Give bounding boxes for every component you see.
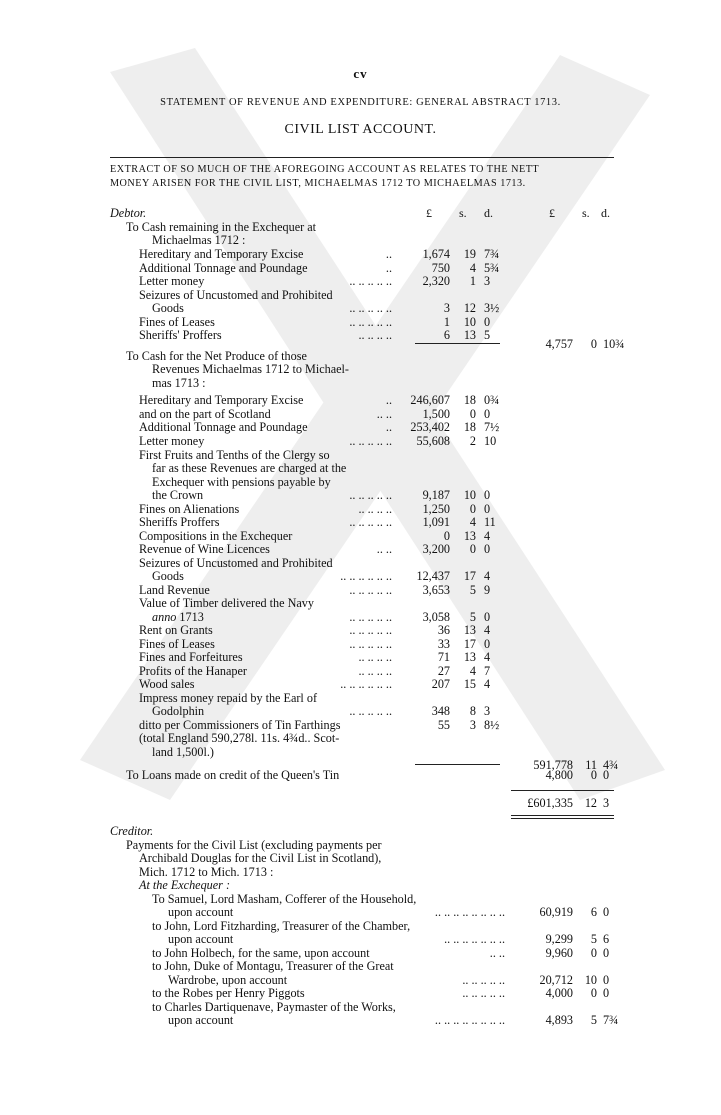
leader-dots: .. .. .. .. .. bbox=[349, 301, 392, 315]
amount-pounds: 207 bbox=[431, 677, 450, 691]
table-row bbox=[0, 376, 721, 390]
amount-pounds: 20,712 bbox=[539, 973, 573, 987]
row-label: to John Holbech, for the same, upon account bbox=[152, 946, 370, 960]
amount-pence: 0 bbox=[484, 502, 491, 516]
amount-shillings: 10 bbox=[584, 973, 597, 987]
table-row bbox=[0, 838, 721, 852]
total-rule-top bbox=[511, 790, 614, 791]
leader-dots: .. .. .. .. bbox=[358, 664, 392, 678]
row-label: Additional Tonnage and Poundage bbox=[139, 261, 308, 275]
row-label: Michaelmas 1712 : bbox=[152, 233, 246, 247]
leader-dots: .. .. .. .. bbox=[358, 328, 392, 342]
amount-pence: 0 bbox=[603, 973, 610, 987]
amount-pounds: 2,320 bbox=[422, 274, 450, 288]
row-label: Payments for the Civil List (excluding payments per bbox=[126, 838, 382, 852]
amount-shillings: 0 bbox=[469, 502, 476, 516]
table-row bbox=[0, 529, 721, 543]
table-row bbox=[0, 206, 721, 220]
amount-pence: 0 bbox=[484, 637, 491, 651]
leader-dots: .. .. .. .. .. bbox=[349, 583, 392, 597]
amount-shillings: 5 bbox=[590, 1013, 597, 1027]
table-row bbox=[0, 288, 721, 302]
row-label: Sheriffs' Proffers bbox=[139, 328, 222, 342]
amount-pence: 0 bbox=[484, 542, 491, 556]
leader-dots: .. .. .. .. .. bbox=[349, 704, 392, 718]
amount-pence: 10 bbox=[484, 434, 497, 448]
amount-pence: 4¾ bbox=[603, 758, 619, 772]
leader-dots: .. .. bbox=[376, 542, 392, 556]
row-label: upon account bbox=[168, 1013, 234, 1027]
amount-pence: 10¾ bbox=[603, 337, 625, 351]
table-row bbox=[0, 932, 721, 946]
amount-pounds: 6 bbox=[443, 328, 450, 342]
amount-pounds: 1,500 bbox=[422, 407, 450, 421]
page-header: STATEMENT OF REVENUE AND EXPENDITURE: GENERAL ABSTRACT 1713. bbox=[160, 97, 561, 108]
table-row bbox=[0, 623, 721, 637]
amount-pounds: 60,919 bbox=[539, 905, 573, 919]
table-row bbox=[0, 569, 721, 583]
amount-pence: 0¾ bbox=[484, 393, 500, 407]
table-row bbox=[0, 796, 721, 810]
table-row bbox=[0, 220, 721, 234]
table-row bbox=[0, 349, 721, 363]
row-label: At the Exchequer : bbox=[139, 878, 231, 892]
col-a-shilling: s. bbox=[459, 206, 467, 220]
row-label: Godolphin bbox=[152, 704, 205, 718]
amount-pence: 9 bbox=[484, 583, 491, 597]
row-label: Goods bbox=[152, 301, 184, 315]
row-label: Letter money bbox=[139, 274, 205, 288]
row-label: Fines of Leases bbox=[139, 315, 215, 329]
table-row bbox=[0, 610, 721, 624]
table-row bbox=[0, 233, 721, 247]
row-label: To Samuel, Lord Masham, Cofferer of the Household, bbox=[152, 892, 417, 906]
row-label: ditto per Commissioners of Tin Farthings bbox=[139, 718, 341, 732]
table-row bbox=[0, 261, 721, 275]
amount-shillings: 18 bbox=[463, 420, 476, 434]
table-row bbox=[0, 393, 721, 407]
amount-pence: 0 bbox=[484, 610, 491, 624]
row-label: Wardrobe, upon account bbox=[168, 973, 288, 987]
amount-pounds: 348 bbox=[431, 704, 450, 718]
amount-pounds: 12,437 bbox=[416, 569, 450, 583]
row-label: Hereditary and Temporary Excise bbox=[139, 247, 304, 261]
row-label: Fines on Alienations bbox=[139, 502, 240, 516]
leader-dots: .. bbox=[385, 393, 392, 407]
col-b-shilling: s. bbox=[582, 206, 590, 220]
row-label: the Crown bbox=[152, 488, 204, 502]
amount-shillings: 0 bbox=[590, 986, 597, 1000]
row-label: Impress money repaid by the Earl of bbox=[139, 691, 318, 705]
row-label: and on the part of Scotland bbox=[139, 407, 271, 421]
amount-shillings: 2 bbox=[469, 434, 476, 448]
amount-pence: 3 bbox=[484, 704, 491, 718]
table-row bbox=[0, 488, 721, 502]
amount-pounds: 4,000 bbox=[545, 986, 573, 1000]
amount-shillings: 13 bbox=[463, 650, 476, 664]
row-label: far as these Revenues are charged at the bbox=[152, 461, 347, 475]
row-label: Fines of Leases bbox=[139, 637, 215, 651]
table-row bbox=[0, 556, 721, 570]
amount-shillings: 18 bbox=[463, 393, 476, 407]
amount-pence: 0 bbox=[484, 315, 491, 329]
amount-pence: 5¾ bbox=[484, 261, 500, 275]
table-row bbox=[0, 919, 721, 933]
amount-pence: 0 bbox=[603, 905, 610, 919]
table-row bbox=[0, 986, 721, 1000]
amount-pence: 7¾ bbox=[603, 1013, 619, 1027]
amount-pounds: 591,778 bbox=[533, 758, 573, 772]
leader-dots: .. .. .. .. .. bbox=[462, 986, 505, 1000]
amount-pounds: 71 bbox=[437, 650, 450, 664]
table-row bbox=[0, 1013, 721, 1027]
row-label: Sheriffs Proffers bbox=[139, 515, 220, 529]
table-row bbox=[0, 768, 721, 782]
amount-shillings: 0 bbox=[469, 542, 476, 556]
amount-pounds: 3,200 bbox=[422, 542, 450, 556]
leader-dots: .. .. .. .. bbox=[358, 650, 392, 664]
total-rule-bottom-2 bbox=[511, 818, 614, 819]
row-label: upon account bbox=[168, 905, 234, 919]
table-row bbox=[0, 362, 721, 376]
table-row bbox=[0, 583, 721, 597]
row-label: Wood sales bbox=[139, 677, 195, 691]
leader-dots: .. .. .. .. .. bbox=[349, 610, 392, 624]
amount-pounds: 33 bbox=[437, 637, 450, 651]
amount-shillings: 12 bbox=[463, 301, 476, 315]
leader-dots: .. .. .. .. .. bbox=[349, 515, 392, 529]
row-label: Revenue of Wine Licences bbox=[139, 542, 270, 556]
table-row bbox=[0, 691, 721, 705]
amount-shillings: 15 bbox=[463, 677, 476, 691]
table-row bbox=[0, 905, 721, 919]
row-label-italic: anno bbox=[152, 610, 177, 624]
row-label: to John, Duke of Montagu, Treasurer of the Great bbox=[152, 959, 394, 973]
amount-pence: 11 bbox=[484, 515, 496, 529]
table-row bbox=[0, 247, 721, 261]
table-row bbox=[0, 502, 721, 516]
amount-shillings: 13 bbox=[463, 529, 476, 543]
amount-pence: 0 bbox=[484, 407, 491, 421]
row-label: to Charles Dartiquenave, Paymaster of the Works, bbox=[152, 1000, 396, 1014]
row-label: Debtor. bbox=[110, 206, 147, 220]
amount-pounds: 750 bbox=[431, 261, 450, 275]
col-b-pence: d. bbox=[601, 206, 610, 220]
row-label: Additional Tonnage and Poundage bbox=[139, 420, 308, 434]
leader-dots: .. .. .. .. .. .. .. .. bbox=[434, 1013, 505, 1027]
amount-pounds: 55 bbox=[437, 718, 450, 732]
amount-pence: 0 bbox=[484, 488, 491, 502]
amount-pounds: 3,653 bbox=[422, 583, 450, 597]
amount-shillings: 6 bbox=[590, 905, 597, 919]
leader-dots: .. .. .. .. .. .. bbox=[340, 569, 392, 583]
amount-pence: 0 bbox=[603, 946, 610, 960]
row-label: Value of Timber delivered the Navy bbox=[139, 596, 314, 610]
amount-shillings: 0 bbox=[469, 407, 476, 421]
amount-pounds: 1,250 bbox=[422, 502, 450, 516]
row-label: Letter money bbox=[139, 434, 205, 448]
amount-shillings: 10 bbox=[463, 315, 476, 329]
table-row bbox=[0, 274, 721, 288]
leader-dots: .. .. bbox=[489, 946, 505, 960]
row-label: Profits of the Hanaper bbox=[139, 664, 247, 678]
row-label: Creditor. bbox=[110, 824, 154, 838]
table-row bbox=[0, 407, 721, 421]
amount-pounds: 0 bbox=[443, 529, 450, 543]
table-row bbox=[0, 745, 721, 759]
total-rule-bottom-1 bbox=[511, 815, 614, 816]
row-label: To Cash remaining in the Exchequer at bbox=[126, 220, 317, 234]
row-label: mas 1713 : bbox=[152, 376, 206, 390]
table-row bbox=[0, 1000, 721, 1014]
table-row bbox=[0, 878, 721, 892]
row-label: To Cash for the Net Produce of those bbox=[126, 349, 307, 363]
leader-dots: .. .. .. .. .. bbox=[462, 973, 505, 987]
amount-pence: 3½ bbox=[484, 301, 500, 315]
amount-shillings: 13 bbox=[463, 328, 476, 342]
amount-shillings: 5 bbox=[469, 610, 476, 624]
amount-pounds: 1 bbox=[443, 315, 450, 329]
amount-pounds: 253,402 bbox=[410, 420, 450, 434]
amount-shillings: 17 bbox=[463, 569, 476, 583]
amount-pounds: 1,091 bbox=[422, 515, 450, 529]
amount-pounds: 9,187 bbox=[422, 488, 450, 502]
row-label: First Fruits and Tenths of the Clergy so bbox=[139, 448, 330, 462]
leader-dots: .. .. .. .. .. bbox=[349, 434, 392, 448]
leader-dots: .. .. .. .. .. bbox=[349, 274, 392, 288]
leader-dots: .. bbox=[385, 261, 392, 275]
table-row bbox=[0, 704, 721, 718]
table-row bbox=[0, 515, 721, 529]
row-label: (total England 590,278l. 11s. 4¾d.. Scot- bbox=[139, 731, 340, 745]
amount-shillings: 4 bbox=[469, 261, 476, 275]
leader-dots: .. bbox=[385, 247, 392, 261]
table-row bbox=[0, 718, 721, 732]
row-label: Exchequer with pensions payable by bbox=[152, 475, 331, 489]
table-row bbox=[0, 461, 721, 475]
leader-dots: .. .. bbox=[376, 407, 392, 421]
amount-shillings: 5 bbox=[469, 583, 476, 597]
amount-shillings: 13 bbox=[463, 623, 476, 637]
amount-shillings: 0 bbox=[590, 768, 597, 782]
table-row bbox=[0, 731, 721, 745]
row-label: Rent on Grants bbox=[139, 623, 213, 637]
row-label: Goods bbox=[152, 569, 184, 583]
amount-pounds: 9,299 bbox=[545, 932, 573, 946]
amount-shillings: 8 bbox=[469, 704, 476, 718]
table-row bbox=[0, 677, 721, 691]
table-row bbox=[0, 973, 721, 987]
amount-shillings: 12 bbox=[584, 796, 597, 810]
row-label: land 1,500l.) bbox=[152, 745, 214, 759]
leader-dots: .. .. .. .. .. bbox=[349, 315, 392, 329]
amount-pence: 0 bbox=[603, 768, 610, 782]
amount-shillings: 17 bbox=[463, 637, 476, 651]
amount-pounds: 1,674 bbox=[422, 247, 450, 261]
amount-pence: 4 bbox=[484, 569, 491, 583]
amount-shillings: 0 bbox=[590, 337, 597, 351]
table-row bbox=[0, 637, 721, 651]
amount-pence: 3 bbox=[603, 796, 610, 810]
col-a-pence: d. bbox=[484, 206, 493, 220]
table-row bbox=[0, 315, 721, 329]
amount-pence: 7½ bbox=[484, 420, 500, 434]
table-row bbox=[0, 892, 721, 906]
row-label: anno 1713 bbox=[152, 610, 204, 624]
row-label: Mich. 1712 to Mich. 1713 : bbox=[139, 865, 274, 879]
amount-pence: 6 bbox=[603, 932, 610, 946]
row-label: to John, Lord Fitzharding, Treasurer of the Chamber, bbox=[152, 919, 411, 933]
table-row bbox=[0, 542, 721, 556]
leader-dots: .. .. .. .. .. bbox=[349, 623, 392, 637]
leader-dots: .. .. .. .. .. .. .. .. bbox=[434, 905, 505, 919]
page-number: cv bbox=[353, 66, 368, 81]
amount-pence: 4 bbox=[484, 529, 491, 543]
row-label: Hereditary and Temporary Excise bbox=[139, 393, 304, 407]
amount-pence: 0 bbox=[603, 986, 610, 1000]
amount-shillings: 10 bbox=[463, 488, 476, 502]
extract-line-1: EXTRACT OF SO MUCH OF THE AFOREGOING ACCOUNT AS RELATES TO THE NETT bbox=[110, 164, 540, 175]
leader-dots: .. .. .. .. .. bbox=[349, 488, 392, 502]
leader-dots: .. .. .. .. .. .. bbox=[340, 677, 392, 691]
table-row bbox=[0, 301, 721, 315]
amount-pence: 5 bbox=[484, 328, 491, 342]
amount-pence: 3 bbox=[484, 274, 491, 288]
amount-pounds: 9,960 bbox=[545, 946, 573, 960]
row-label: Land Revenue bbox=[139, 583, 210, 597]
amount-shillings: 4 bbox=[469, 515, 476, 529]
amount-pence: 7 bbox=[484, 664, 491, 678]
amount-shillings: 11 bbox=[585, 758, 597, 772]
table-row bbox=[0, 475, 721, 489]
table-row bbox=[0, 946, 721, 960]
table-row bbox=[0, 664, 721, 678]
table-row bbox=[0, 959, 721, 973]
amount-shillings: 4 bbox=[469, 664, 476, 678]
col-b-pound: £ bbox=[549, 206, 555, 220]
amount-pounds: 4,893 bbox=[545, 1013, 573, 1027]
row-label: upon account bbox=[168, 932, 234, 946]
amount-pounds: 4,800 bbox=[545, 768, 573, 782]
table-row bbox=[0, 851, 721, 865]
table-row bbox=[0, 650, 721, 664]
amount-pounds: 4,757 bbox=[545, 337, 573, 351]
row-label: Archibald Douglas for the Civil List in Scotland), bbox=[139, 851, 382, 865]
amount-shillings: 5 bbox=[590, 932, 597, 946]
leader-dots: .. .. .. .. bbox=[358, 502, 392, 516]
leader-dots: .. bbox=[385, 420, 392, 434]
amount-pence: 8½ bbox=[484, 718, 500, 732]
leader-dots: .. .. .. .. .. bbox=[349, 637, 392, 651]
amount-shillings: 3 bbox=[469, 718, 476, 732]
amount-pounds: £601,335 bbox=[527, 796, 573, 810]
amount-pence: 4 bbox=[484, 623, 491, 637]
top-divider bbox=[110, 157, 614, 158]
section-title: CIVIL LIST ACCOUNT. bbox=[284, 122, 437, 137]
amount-pounds: 36 bbox=[437, 623, 450, 637]
extract-line-2: MONEY ARISEN FOR THE CIVIL LIST, MICHAELMAS 1712 TO MICHAELMAS 1713. bbox=[110, 178, 526, 189]
amount-pounds: 3 bbox=[443, 301, 450, 315]
amount-pounds: 246,607 bbox=[410, 393, 450, 407]
amount-shillings: 0 bbox=[590, 946, 597, 960]
amount-pounds: 55,608 bbox=[416, 434, 450, 448]
amount-pounds: 27 bbox=[437, 664, 450, 678]
amount-pence: 7¾ bbox=[484, 247, 500, 261]
table-row bbox=[0, 596, 721, 610]
row-label: to the Robes per Henry Piggots bbox=[152, 986, 305, 1000]
row-label: Seizures of Uncustomed and Prohibited bbox=[139, 288, 333, 302]
amount-pounds: 3,058 bbox=[422, 610, 450, 624]
table-row bbox=[0, 865, 721, 879]
leader-dots: .. .. .. .. .. .. .. bbox=[444, 932, 505, 946]
amount-pence: 4 bbox=[484, 677, 491, 691]
row-label: Seizures of Uncustomed and Prohibited bbox=[139, 556, 333, 570]
amount-shillings: 19 bbox=[463, 247, 476, 261]
row-label: To Loans made on credit of the Queen's Tin bbox=[126, 768, 340, 782]
row-label: Compositions in the Exchequer bbox=[139, 529, 293, 543]
table-row bbox=[0, 434, 721, 448]
col-a-pound: £ bbox=[426, 206, 432, 220]
table-row bbox=[0, 448, 721, 462]
table-row bbox=[0, 420, 721, 434]
amount-pence: 4 bbox=[484, 650, 491, 664]
row-label: Revenues Michaelmas 1712 to Michael- bbox=[152, 362, 349, 376]
amount-shillings: 1 bbox=[469, 274, 476, 288]
table-row bbox=[0, 824, 721, 838]
row-label: Fines and Forfeitures bbox=[139, 650, 243, 664]
